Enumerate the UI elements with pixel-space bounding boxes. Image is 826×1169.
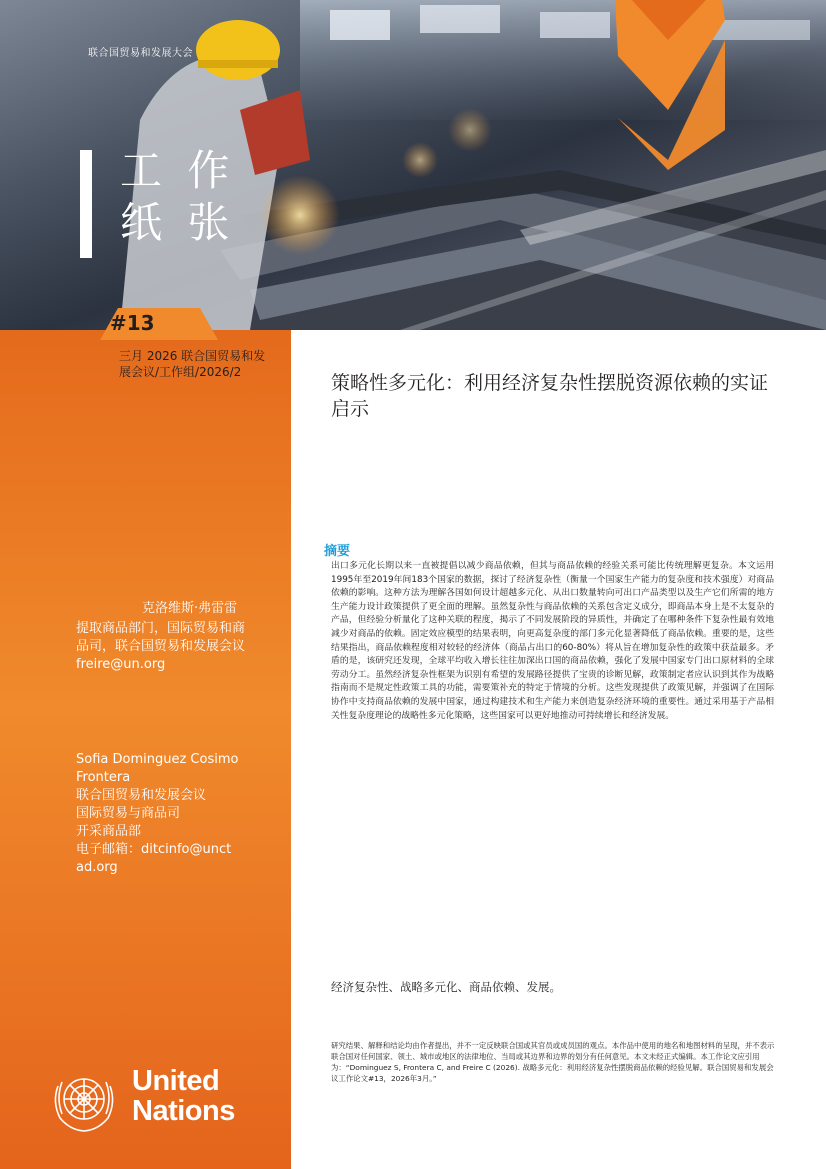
paper-number: #13	[110, 311, 155, 335]
un-wordmark-line1: United	[132, 1065, 220, 1097]
keywords: 经济复杂性、战略多元化、商品依赖、发展。	[331, 980, 561, 994]
disclaimer: 研究结果、解释和结论均由作者提出，并不一定反映联合国或其官员或成员国的观点。本作品中使用的地名和地图材料的呈现，并不表示联合国对任何国家、领土、城市或地区的法律地位、当局或其边界和边界的划分有任何意见。本文未经正式编辑。本工作论文应引用为：“Dominguez S, Frontera C, and Freire C (2026). 战略多元化：利用经济复杂性摆脱商品依赖的经验见解。联合国贸易和发展会议工作论文#13，2026年3月。”	[331, 1041, 775, 1083]
author2-line: Sofia Dominguez Cosimo	[76, 752, 239, 767]
author2-block	[76, 751, 266, 877]
un-wordmark	[132, 1066, 235, 1126]
organization-name: 联合国贸易和发展大会	[88, 48, 193, 59]
cover-photo	[0, 0, 826, 330]
un-wordmark-line2: Nations	[132, 1095, 235, 1127]
series-title-line2: 纸 张	[120, 198, 236, 247]
document-reference: 三月 2026 联合国贸易和发展会议/工作组/2026/2	[119, 349, 266, 379]
orange-sidebar	[0, 330, 291, 1169]
abstract-heading: 摘要	[324, 544, 351, 559]
author2-line: Frontera	[76, 770, 131, 785]
title-accent-bar	[80, 150, 92, 258]
series-title	[120, 145, 280, 249]
author1-name: 克洛维斯·弗雷雷	[142, 601, 238, 616]
author2-line: 联合国贸易和发展会议	[76, 788, 207, 803]
document-title: 策略性多元化：利用经济复杂性摆脱资源依赖的实证启示	[331, 372, 769, 420]
author2-line: 开采商品部	[76, 824, 142, 839]
un-emblem-icon	[48, 1068, 120, 1134]
author2-line: 国际贸易与商品司	[76, 806, 181, 821]
author1-affiliation: 提取商品部门，国际贸易和商品司，联合国贸易和发展会议 freire@un.org	[76, 621, 246, 672]
series-title-line1: 工 作	[120, 146, 236, 195]
abstract-body: 出口多元化长期以来一直被提倡以减少商品依赖，但其与商品依赖的经验关系可能比传统理解更复杂。本文运用1995年至2019年间183个国家的数据，探讨了经济复杂性（衡量一个国家生产能力的复杂度和技术强度）对商品依赖的影响。这种方法为理解各国如何设计超越多元化、从出口数量转向可出口产品类型以及生产它们所需的地方生产能力设计政策提供了更全面的理解。虽然复杂性与商品依赖的关系包含定义成分，即商品本身上是不太复杂的产品，但经验分析量化了这种关联的程度，揭示了不同发展阶段的异质性，并确定了在哪种条件下复杂性最有效地减少对商品的依赖。固定效应模型的结果表明，向更高复杂度的部门多元化显著降低了商品依赖。重要的是，这些结果指出，商品依赖程度相对较轻的经济体（商品占出口的60-80%）将从旨在增加复杂性的政策中获益最多。矛盾的是，该研究还发现，全球平均收入增长往往加深出口国的商品依赖，强化了发展中国家专门出口原材料的全球劳动分工。虽然经济复杂性框架为识别有希望的发展路径提供了宝贵的诊断见解，政策制定者应认识到其作为战略指南而不是规定性政策工具的功能，需要策补充的特定于情境的分析。这些发现提供了政策见解，并强调了在国际协作中支持商品依赖的发展中国家，通过构建技术和生产能力来创造复杂经济环境的重要性。通过采用基于产品相关性复杂度理论的战略性多元化策略，这些国家可以更好地推动可持续增长和经济发展。	[331, 561, 774, 721]
author2-line: ad.org	[76, 860, 118, 875]
author2-line: 电子邮箱：ditcinfo@unct	[76, 842, 232, 857]
